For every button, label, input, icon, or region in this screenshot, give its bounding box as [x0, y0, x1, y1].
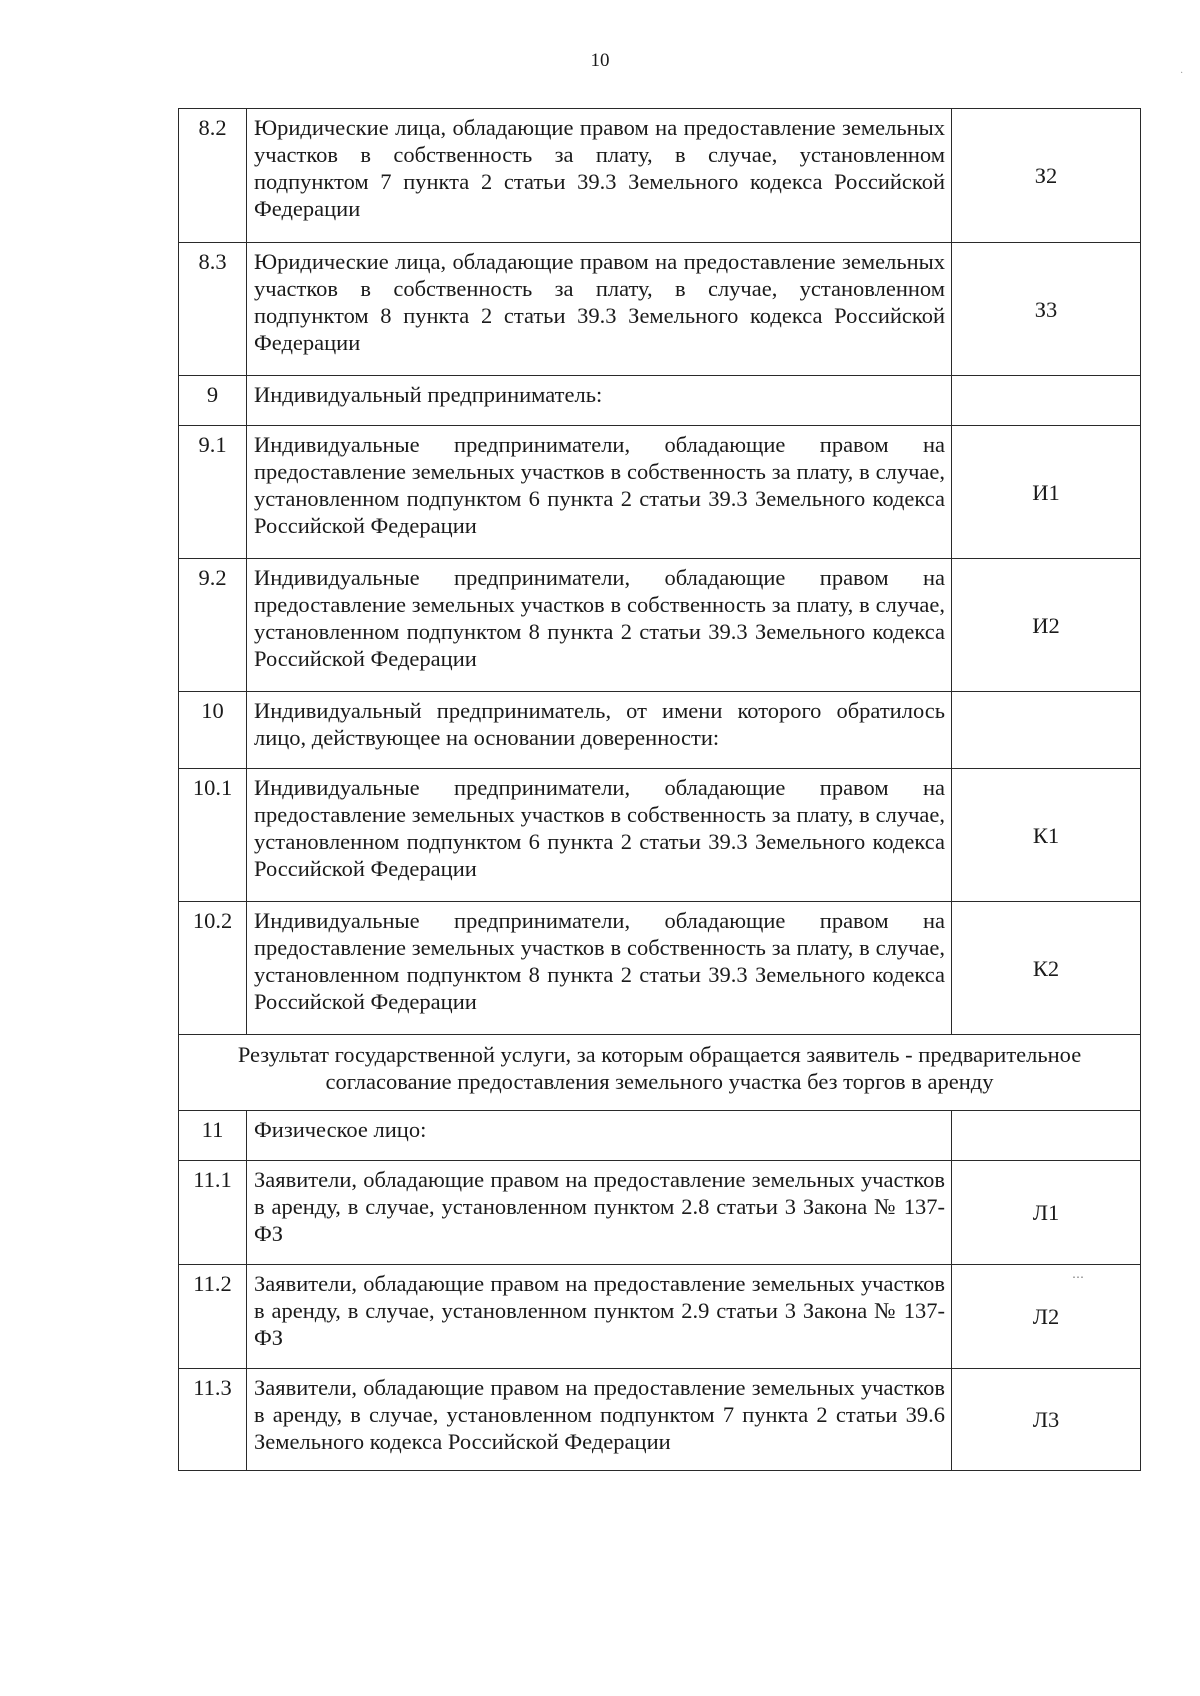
row-description: Физическое лицо: — [247, 1111, 952, 1161]
row-number: 11.1 — [179, 1161, 247, 1265]
table-row — [179, 376, 1141, 426]
table-row — [179, 426, 1141, 559]
row-code — [952, 376, 1141, 426]
table-row — [179, 902, 1141, 1035]
row-description: Индивидуальные предприниматели, обладающие правом на предоставление земельных участков в собственность за плату, в случае, установленном подпунктом 8 пункта 2 статьи 39.3 Земельного кодекса Российской Федерации — [247, 902, 952, 1035]
row-description: Индивидуальные предприниматели, обладающие правом на предоставление земельных участков в собственность за плату, в случае, установленном подпунктом 6 пункта 2 статьи 39.3 Земельного кодекса Российской Федерации — [247, 426, 952, 559]
row-code: З3 — [952, 243, 1141, 376]
row-number: 9.1 — [179, 426, 247, 559]
section-heading-row — [179, 1035, 1141, 1111]
table-row — [179, 243, 1141, 376]
table-row — [179, 1111, 1141, 1161]
row-description: Индивидуальный предприниматель, от имени которого обратилось лицо, действующее на основании доверенности: — [247, 692, 952, 769]
row-code: К1 — [952, 769, 1141, 902]
row-code: Л2 — [952, 1265, 1141, 1369]
applicant-category-table — [178, 108, 1141, 1471]
row-number: 9.2 — [179, 559, 247, 692]
table-row — [179, 109, 1141, 243]
table-row — [179, 559, 1141, 692]
row-code: К2 — [952, 902, 1141, 1035]
table-row — [179, 1369, 1141, 1471]
table-row — [179, 692, 1141, 769]
scan-artifact-mark: ⋯ — [1072, 1270, 1084, 1284]
row-number: 10.1 — [179, 769, 247, 902]
row-description: Индивидуальные предприниматели, обладающие правом на предоставление земельных участков в собственность за плату, в случае, установленном подпунктом 6 пункта 2 статьи 39.3 Земельного кодекса Российской Федерации — [247, 769, 952, 902]
row-code: И2 — [952, 559, 1141, 692]
row-number: 10 — [179, 692, 247, 769]
scan-edge-mark: · — [1180, 68, 1184, 79]
row-description: Юридические лица, обладающие правом на предоставление земельных участков в собственность за плату, в случае, установленном подпунктом 8 пункта 2 статьи 39.3 Земельного кодекса Российской Федерации — [247, 243, 952, 376]
table-row — [179, 1265, 1141, 1369]
row-number: 9 — [179, 376, 247, 426]
table-row — [179, 769, 1141, 902]
row-number: 11.2 — [179, 1265, 247, 1369]
row-description: Заявители, обладающие правом на предоставление земельных участков в аренду, в случае, установленном пунктом 2.8 статьи 3 Закона № 137-ФЗ — [247, 1161, 952, 1265]
table-row — [179, 1161, 1141, 1265]
row-number: 10.2 — [179, 902, 247, 1035]
page-number: 10 — [590, 50, 610, 71]
row-code: З2 — [952, 109, 1141, 243]
row-description: Заявители, обладающие правом на предоставление земельных участков в аренду, в случае, установленном пунктом 2.9 статьи 3 Закона № 137-ФЗ — [247, 1265, 952, 1369]
row-description: Индивидуальный предприниматель: — [247, 376, 952, 426]
row-description: Юридические лица, обладающие правом на предоставление земельных участков в собственность за плату, в случае, установленном подпунктом 7 пункта 2 статьи 39.3 Земельного кодекса Российской Федерации — [247, 109, 952, 243]
section-heading: Результат государственной услуги, за которым обращается заявитель - предварительное согласование предоставления земельного участка без торгов в аренду — [179, 1035, 1141, 1111]
row-code: И1 — [952, 426, 1141, 559]
row-code — [952, 1111, 1141, 1161]
row-number: 8.2 — [179, 109, 247, 243]
row-description: Индивидуальные предприниматели, обладающие правом на предоставление земельных участков в собственность за плату, в случае, установленном подпунктом 8 пункта 2 статьи 39.3 Земельного кодекса Российской Федерации — [247, 559, 952, 692]
row-number: 11.3 — [179, 1369, 247, 1471]
row-code: Л1 — [952, 1161, 1141, 1265]
row-number: 11 — [179, 1111, 247, 1161]
row-description: Заявители, обладающие правом на предоставление земельных участков в аренду, в случае, установленном подпунктом 7 пункта 2 статьи 39.6 Земельного кодекса Российской Федерации — [247, 1369, 952, 1471]
row-code — [952, 692, 1141, 769]
row-code: Л3 — [952, 1369, 1141, 1471]
row-number: 8.3 — [179, 243, 247, 376]
